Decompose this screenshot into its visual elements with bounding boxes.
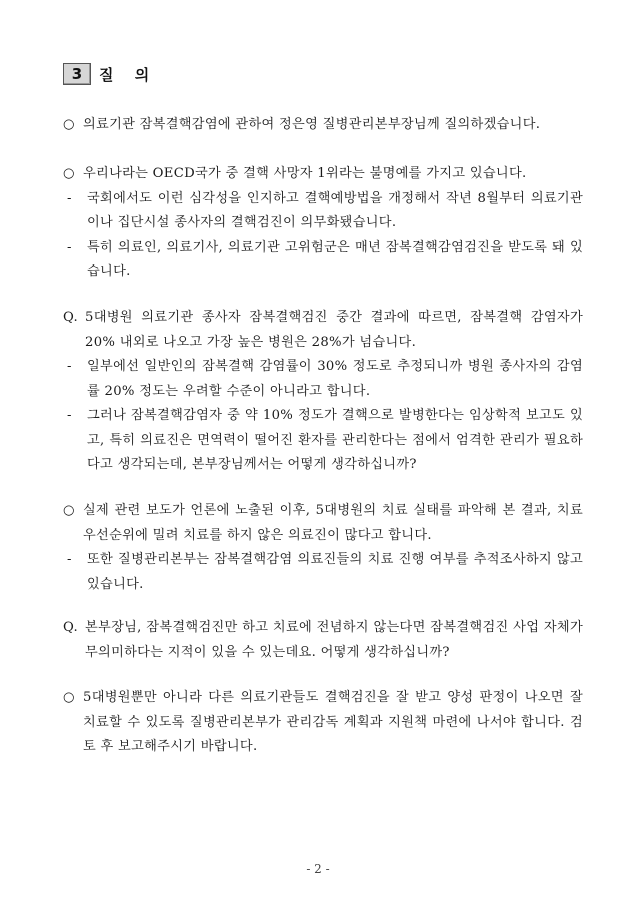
circle-bullet-icon: ○	[63, 503, 75, 518]
list-item	[65, 548, 583, 597]
circle-bullet-icon: ○	[63, 117, 75, 132]
list-item	[65, 355, 583, 404]
dash-bullet-icon: -	[67, 552, 72, 567]
paragraph-text: 5대병원뿐만 아니라 다른 의료기관들도 결핵검진을 잘 받고 양성 판정이 나오면 잘 치료할 수 있도록 질병관리본부가 관리감독 계획과 지원책 마련에 나서야 합니다. 검토 후 보고해주시기 바랍니다.	[83, 690, 583, 754]
paragraph-text: 본부장님, 잠복결핵검진만 하고 치료에 전념하지 않는다면 잠복결핵검진 사업 자체가 무의미하다는 지적이 있을 수 있는데요. 어떻게 생각하십니까?	[85, 620, 583, 660]
list-item	[63, 499, 583, 548]
question-marker: Q.	[63, 310, 78, 325]
paragraph-block-question-1	[63, 306, 583, 478]
paragraph-text: 우리나라는 OECD국가 중 결핵 사망자 1위라는 불명예를 가지고 있습니다.	[83, 166, 527, 181]
list-item	[65, 236, 583, 285]
list-item	[65, 187, 583, 236]
list-item	[63, 686, 583, 760]
dash-bullet-icon: -	[67, 190, 72, 206]
dash-bullet-icon: -	[67, 359, 72, 374]
paragraph-block-request	[63, 686, 583, 760]
paragraph-text: 5대병원 의료기관 종사자 잠복결핵검진 중간 결과에 따르면, 잠복결핵 감염자가 20% 내외로 나오고 가장 높은 병원은 28%가 넘습니다.	[85, 310, 583, 350]
paragraph-text: 또한 질병관리본부는 잠복결핵감염 의료진들의 치료 진행 여부를 추적조사하지 않고 있습니다.	[87, 552, 583, 592]
page-number: - 2 -	[306, 862, 330, 876]
paragraph-block-treatment	[63, 499, 583, 597]
list-item	[65, 404, 583, 478]
paragraph-text: 국회에서도 이런 심각성을 인지하고 결핵예방법을 개정해서 작년 8월부터 의료기관이나 집단시설 종사자의 결핵검진이 의무화됐습니다.	[87, 190, 583, 230]
paragraph-text: 실제 관련 보도가 언론에 노출된 이후, 5대병원의 치료 실태를 파악해 본 결과, 치료 우선순위에 밀려 치료를 하지 않은 의료진이 많다고 합니다.	[83, 503, 583, 543]
paragraph-block-background	[63, 162, 583, 285]
list-item	[63, 162, 583, 187]
section-number-badge: 3	[63, 63, 91, 85]
paragraph-block-intro	[63, 113, 583, 138]
paragraph-text: 일부에선 일반인의 잠복결핵 감염률이 30% 정도로 추정되니까 병원 종사자의 감염률 20% 정도는 우려할 수준이 아니라고 합니다.	[87, 359, 583, 399]
paragraph-block-question-2	[63, 616, 583, 665]
circle-bullet-icon: ○	[63, 166, 75, 181]
paragraph-text: 그러나 잠복결핵감염자 중 약 10% 정도가 결핵으로 발병한다는 임상학적 보고도 있고, 특히 의료진은 면역력이 떨어진 환자를 관리한다는 점에서 엄격한 관리가 필요하다고 생각되는데, 본부장님께서는 어떻게 생각하십니까?	[87, 408, 583, 472]
paragraph-text: 특히 의료인, 의료기사, 의료기관 고위험군은 매년 잠복결핵감염검진을 받도록 돼 있습니다.	[87, 239, 583, 279]
question-marker: Q.	[63, 620, 78, 635]
section-title: 질 의	[99, 65, 158, 84]
list-item	[63, 306, 583, 355]
circle-bullet-icon: ○	[63, 690, 75, 705]
section-heading	[63, 62, 157, 86]
paragraph-text: 의료기관 잠복결핵감염에 관하여 정은영 질병관리본부장님께 질의하겠습니다.	[83, 117, 541, 132]
list-item	[63, 113, 583, 138]
list-item	[63, 616, 583, 665]
dash-bullet-icon: -	[67, 239, 72, 255]
dash-bullet-icon: -	[67, 408, 72, 423]
